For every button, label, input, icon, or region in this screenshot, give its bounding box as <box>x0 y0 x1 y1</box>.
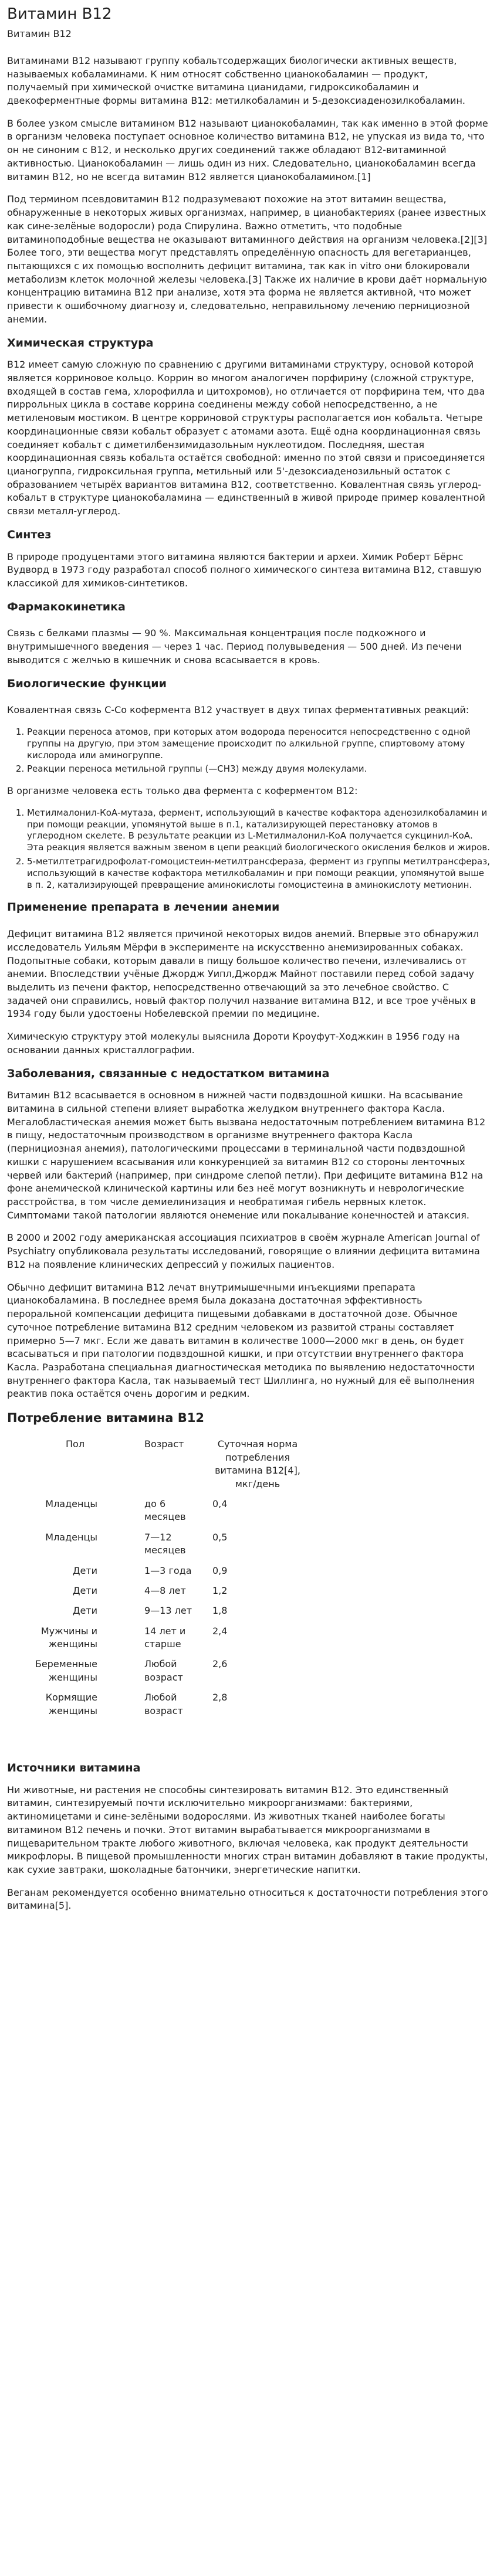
table-cell: Младенцы <box>45 1498 97 1509</box>
table-row <box>7 1561 310 1581</box>
sources-paragraph-1: Ни животные, ни растения не способны синтезировать витамин B12. Это единственный витамин, синтезируемый почти исключительно микроорганизмами: бактериями, актиномицетами и сине-зелёными водорослями. Из животных тканей наиболее богаты витамином B12 печень и почки. Этот витамин вырабатывается микроорганизмами в пищеварительном тракте любого животного, включая человека, как продукт деятельности микрофлоры. В пищевой промышленности многих стран витамин добавляют в такие продукты, как сухие завтраки, шоколадные батончики, энергетические напитки. <box>7 1784 488 1876</box>
table-cell: Любой возраст <box>144 1692 183 1716</box>
table-cell: до 6 месяцев <box>144 1498 186 1523</box>
table-cell: 2,4 <box>212 1625 228 1637</box>
table-cell: 1—3 года <box>144 1564 192 1576</box>
spacer <box>7 1730 490 1754</box>
table-cell: Мужчины и женщины <box>40 1625 97 1650</box>
pharmacokinetics-paragraph: Связь с белками плазмы — 90 %. Максимальная концентрация после подкожного и внутримышечного введения — через 1 час. Период полувыведения — 500 дней. Из печени выводится с желчью в кишечник и снова всасывается в кровь. <box>7 627 462 666</box>
intro-paragraph-3: Под термином псевдовитамин B12 подразумевают похожие на этот витамин вещества, обнаруженные в некоторых живых организмах, например, в цианобактериях (ранее известных как сине-зелёные водоросли) рода Спирулина. Важно отметить, что подобные витаминоподобные вещества не оказывают витаминного действия на организм человека.[2][3] Более того, эти вещества могут представлять определённую опасность для вегетарианцев, пытающихся с их помощью восполнить дефицит витамина, так как in vitro они блокировали метаболизм клеток молочной железы человека.[3] Также их наличие в крови даёт нормальную концентрацию витамина B12 при анализе, хотя эта форма не является активной, что может привести к ошибочному диагнозу и, следовательно, неправильному лечению пернициозной анемии. <box>7 194 488 325</box>
table-cell: 7—12 месяцев <box>144 1531 186 1556</box>
section-heading-treatment: Применение препарата в лечении анемии <box>7 901 280 914</box>
table-cell: 2,8 <box>212 1692 228 1703</box>
list-item: 2. Реакции переноса метильной группы (—CH3) между двумя молекулами. <box>27 763 490 775</box>
table-row <box>7 1601 310 1621</box>
table-row <box>7 1654 310 1688</box>
table-header-cell: Пол <box>66 1438 85 1450</box>
table-header-cell: Возраст <box>144 1438 184 1450</box>
deficiency-paragraph-3: Обычно дефицит витамина B12 лечат внутримышечными инъекциями препарата цианокобаламина. В последнее время была доказана достаточная эффективность пероральной компенсации дефицита пищевыми добавками в достаточной дозе. Обычное суточное потребление витамина B12 средним человеком из развитой страны составляет примерно 5—7 мкг. Если же давать витамин в количестве 1000—2000 мкг в день, он будет всасываться и при патологии подвздошной кишки, и при отсутствии внутреннего фактора Касла. Разработана специальная диагностическая методика по выявлению недостаточности внутреннего фактора Касла, так называемый тест Шиллинга, но нужный для её выполнения реактив пока остаётся очень дорогим и редким. <box>7 1281 475 1400</box>
table-cell: Беременные женщины <box>35 1658 97 1683</box>
table-cell: 14 лет и старше <box>144 1625 186 1650</box>
sources-paragraph-2: Веганам рекомендуется особенно внимательно относиться к достаточности потребления этого витамина[5]. <box>7 1886 488 1912</box>
table-cell: Дети <box>72 1605 97 1617</box>
reaction-types-list <box>7 727 490 775</box>
table-cell: 0,4 <box>212 1498 228 1509</box>
table-cell: 1,2 <box>212 1584 228 1596</box>
biofunctions-intro: Ковалентная связь C-Co кофермента B12 участвует в двух типах ферментативных реакций: <box>7 704 469 716</box>
list-item: 1. Метилмалонил-КоА-мутаза, фермент, использующий в качестве кофактора аденозилкобаламин и при помощи реакции, упомянутой выше в п.1, катализирующей перестановку атомов в углеродном скелете. В результате реакции из L-Метилмалонил-КоА получается сукцинил-КоА. Эта реакция является важным звеном в цепи реакций биологического окисления белков и жиров. <box>27 807 490 854</box>
synthesis-paragraph: В природе продуцентами этого витамина являются бактерии и археи. Химик Роберт Бёрнс Вудворд в 1973 году разработал способ полного химического синтеза витамина B12, ставшую классикой для химиков-синтетиков. <box>7 551 482 589</box>
enzymes-list <box>7 807 490 891</box>
intro-paragraph-2: В более узком смысле витамином B12 называют цианокобаламин, так как именно в этой форме в организм человека поступает основное количество витамина B12, не упуская из вида то, что он не синоним с B12, и несколько других соединений также обладают B12-витаминной активностью. Цианокобаламин — лишь один из них. Следовательно, цианокобаламин всегда витамин B12, но не всегда витамин B12 является цианокобаламином.[1] <box>7 117 488 182</box>
table-cell: 0,9 <box>212 1564 228 1576</box>
section-heading-deficiency: Заболевания, связанные с недостатком витамина <box>7 1067 330 1080</box>
section-heading-consumption: Потребление витамина B12 <box>7 1411 204 1426</box>
table-cell: Младенцы <box>45 1531 97 1543</box>
consumption-table <box>7 1434 310 1721</box>
table-row <box>7 1621 310 1655</box>
biofunctions-intro-2: В организме человека есть только два фермента с коферментом B12: <box>7 785 358 797</box>
structure-paragraph: B12 имеет самую сложную по сравнению с другими витаминами структуру, основой которой является корриновое кольцо. Коррин во многом аналогичен порфирину (сложной структуре, входящей в состав гема, хлорофилла и цитохромов), но отличается от порфирина тем, что два пиррольных цикла в составе коррина соединены между собой непосредственно, а не метиленовым мостиком. В центре корриновой структуры располагается ион кобальта. Четыре координационные связи кобальт образует с атомами азота. Ещё одна координационная связь соединяет кобальт с диметилбензимидазольным нуклеотидом. Последняя, шестая координационная связь кобальта остаётся свободной: именно по этой связи и присоединяется цианогруппа, гидроксильная группа, метильный или 5'-дезоксиаденозильный остаток с образованием четырёх вариантов витамина B12, соответственно. Ковалентная связь углерод-кобальт в структуре цианокобаламина — единственный в живой природе пример ковалентной связи металл-углерод. <box>7 359 485 517</box>
list-item: 2. 5-метилтетрагидрофолат-гомоцистеин-метилтрансфераза, фермент из группы метилтрансфераз, использующий в качестве кофактора метилкобаламин и при помощи реакции, упомянутой выше в п. 2, катализирующей превращение аминокислоты гомоцистеина в аминокислоту метионин. <box>27 856 490 891</box>
deficiency-paragraph-1: Витамин B12 всасывается в основном в нижней части подвздошной кишки. На всасывание витамина в сильной степени влияет выработка желудком внутреннего фактора Касла. Мегалобластическая анемия может быть вызвана недостаточным потреблением витамина B12 в пищу, недостаточным производством в организме внутреннего фактора Касла (пернициозная анемия), патологическими процессами в терминальной части подвздошной кишки с нарушением всасывания или конкуренцией за витамин B12 со стороны ленточных червей или бактерий (например, при синдроме слепой петли). При дефиците витамина B12 на фоне анемической клинической картины или без неё могут возникнуть и неврологические расстройства, в том числе демиелинизация и необратимая гибель нервных клеток. Симптомами такой патологии являются онемение или покалывание конечностей и атаксия. <box>7 1090 486 1221</box>
treatment-paragraph-2: Химическую структуру этой молекулы выяснила Дороти Кроуфут-Ходжкин в 1956 году на основании данных кристаллографии. <box>7 1031 460 1055</box>
page-subtitle: Витамин В12 <box>7 28 72 39</box>
section-heading-synthesis: Синтез <box>7 528 52 541</box>
deficiency-paragraph-2: В 2000 и 2002 году американская ассоциация психиатров в своём журнале American Journal of Psychiatry опубликовала результаты исследований, говорящие о влиянии дефицита витамина B12 на появление клинических депрессий у пожилых пациентов. <box>7 1232 480 1270</box>
table-cell: Любой возраст <box>144 1658 183 1683</box>
section-heading-sources: Источники витамина <box>7 1762 141 1775</box>
table-cell: 2,6 <box>212 1658 228 1670</box>
list-item: 1. Реакции переноса атомов, при которых атом водорода переносится непосредственно с одной группы на другую, при этом замещение происходит по алкильной группе, спиртовому атому кислорода или аминогруппе. <box>27 727 490 761</box>
table-header-cell: Суточная норма потребления витамина B12[4], мкг/день <box>215 1438 300 1489</box>
section-heading-structure: Химическая структура <box>7 336 154 349</box>
intro-paragraph-1: Витаминами B12 называют группу кобальтсодержащих биологически активных веществ, называемых кобаламинами. К ним относят собственно цианокобаламин — продукт, получаемый при химической очистке витамина цианидами, гидроксикобаламин и двекоферментные формы витамина B12: метилкобаламин и 5-дезоксиаденозилкобаламин. <box>7 55 465 107</box>
table-cell: 0,5 <box>212 1531 228 1543</box>
table-cell: 4—8 лет <box>144 1584 186 1596</box>
table-row <box>7 1528 310 1561</box>
table-header-row <box>7 1434 310 1494</box>
table-row <box>7 1494 310 1528</box>
table-row <box>7 1688 310 1721</box>
table-row <box>7 1581 310 1601</box>
table-cell: Дети <box>72 1584 97 1596</box>
table-cell: 9—13 лет <box>144 1605 192 1617</box>
table-cell: 1,8 <box>212 1605 228 1617</box>
section-heading-biofunctions: Биологические функции <box>7 677 167 690</box>
section-heading-pharmacokinetics: Фармакокинетика <box>7 600 126 613</box>
table-cell: Кормящие женщины <box>45 1692 97 1716</box>
table-cell: Дети <box>72 1564 97 1576</box>
page-title: Витамин В12 <box>7 5 112 23</box>
treatment-paragraph-1: Дефицит витамина B12 является причиной некоторых видов анемий. Впервые это обнаружил исследователь Уильям Мёрфи в эксперименте на искусственно анемизированных собаках. Подопытные собаки, которым давали в пищу большое количество печени, излечивались от анемии. Впоследствии учёные Джордж Уипл,Джордж Майнот поставили перед собой задачу выделить из печени фактор, непосредственно отвечающий за это лечебное свойство. С задачей они справились, новый фактор получил название витамина B12, и все трое учёных в 1934 году были удостоены Нобелевской премии по медицине. <box>7 928 479 1020</box>
